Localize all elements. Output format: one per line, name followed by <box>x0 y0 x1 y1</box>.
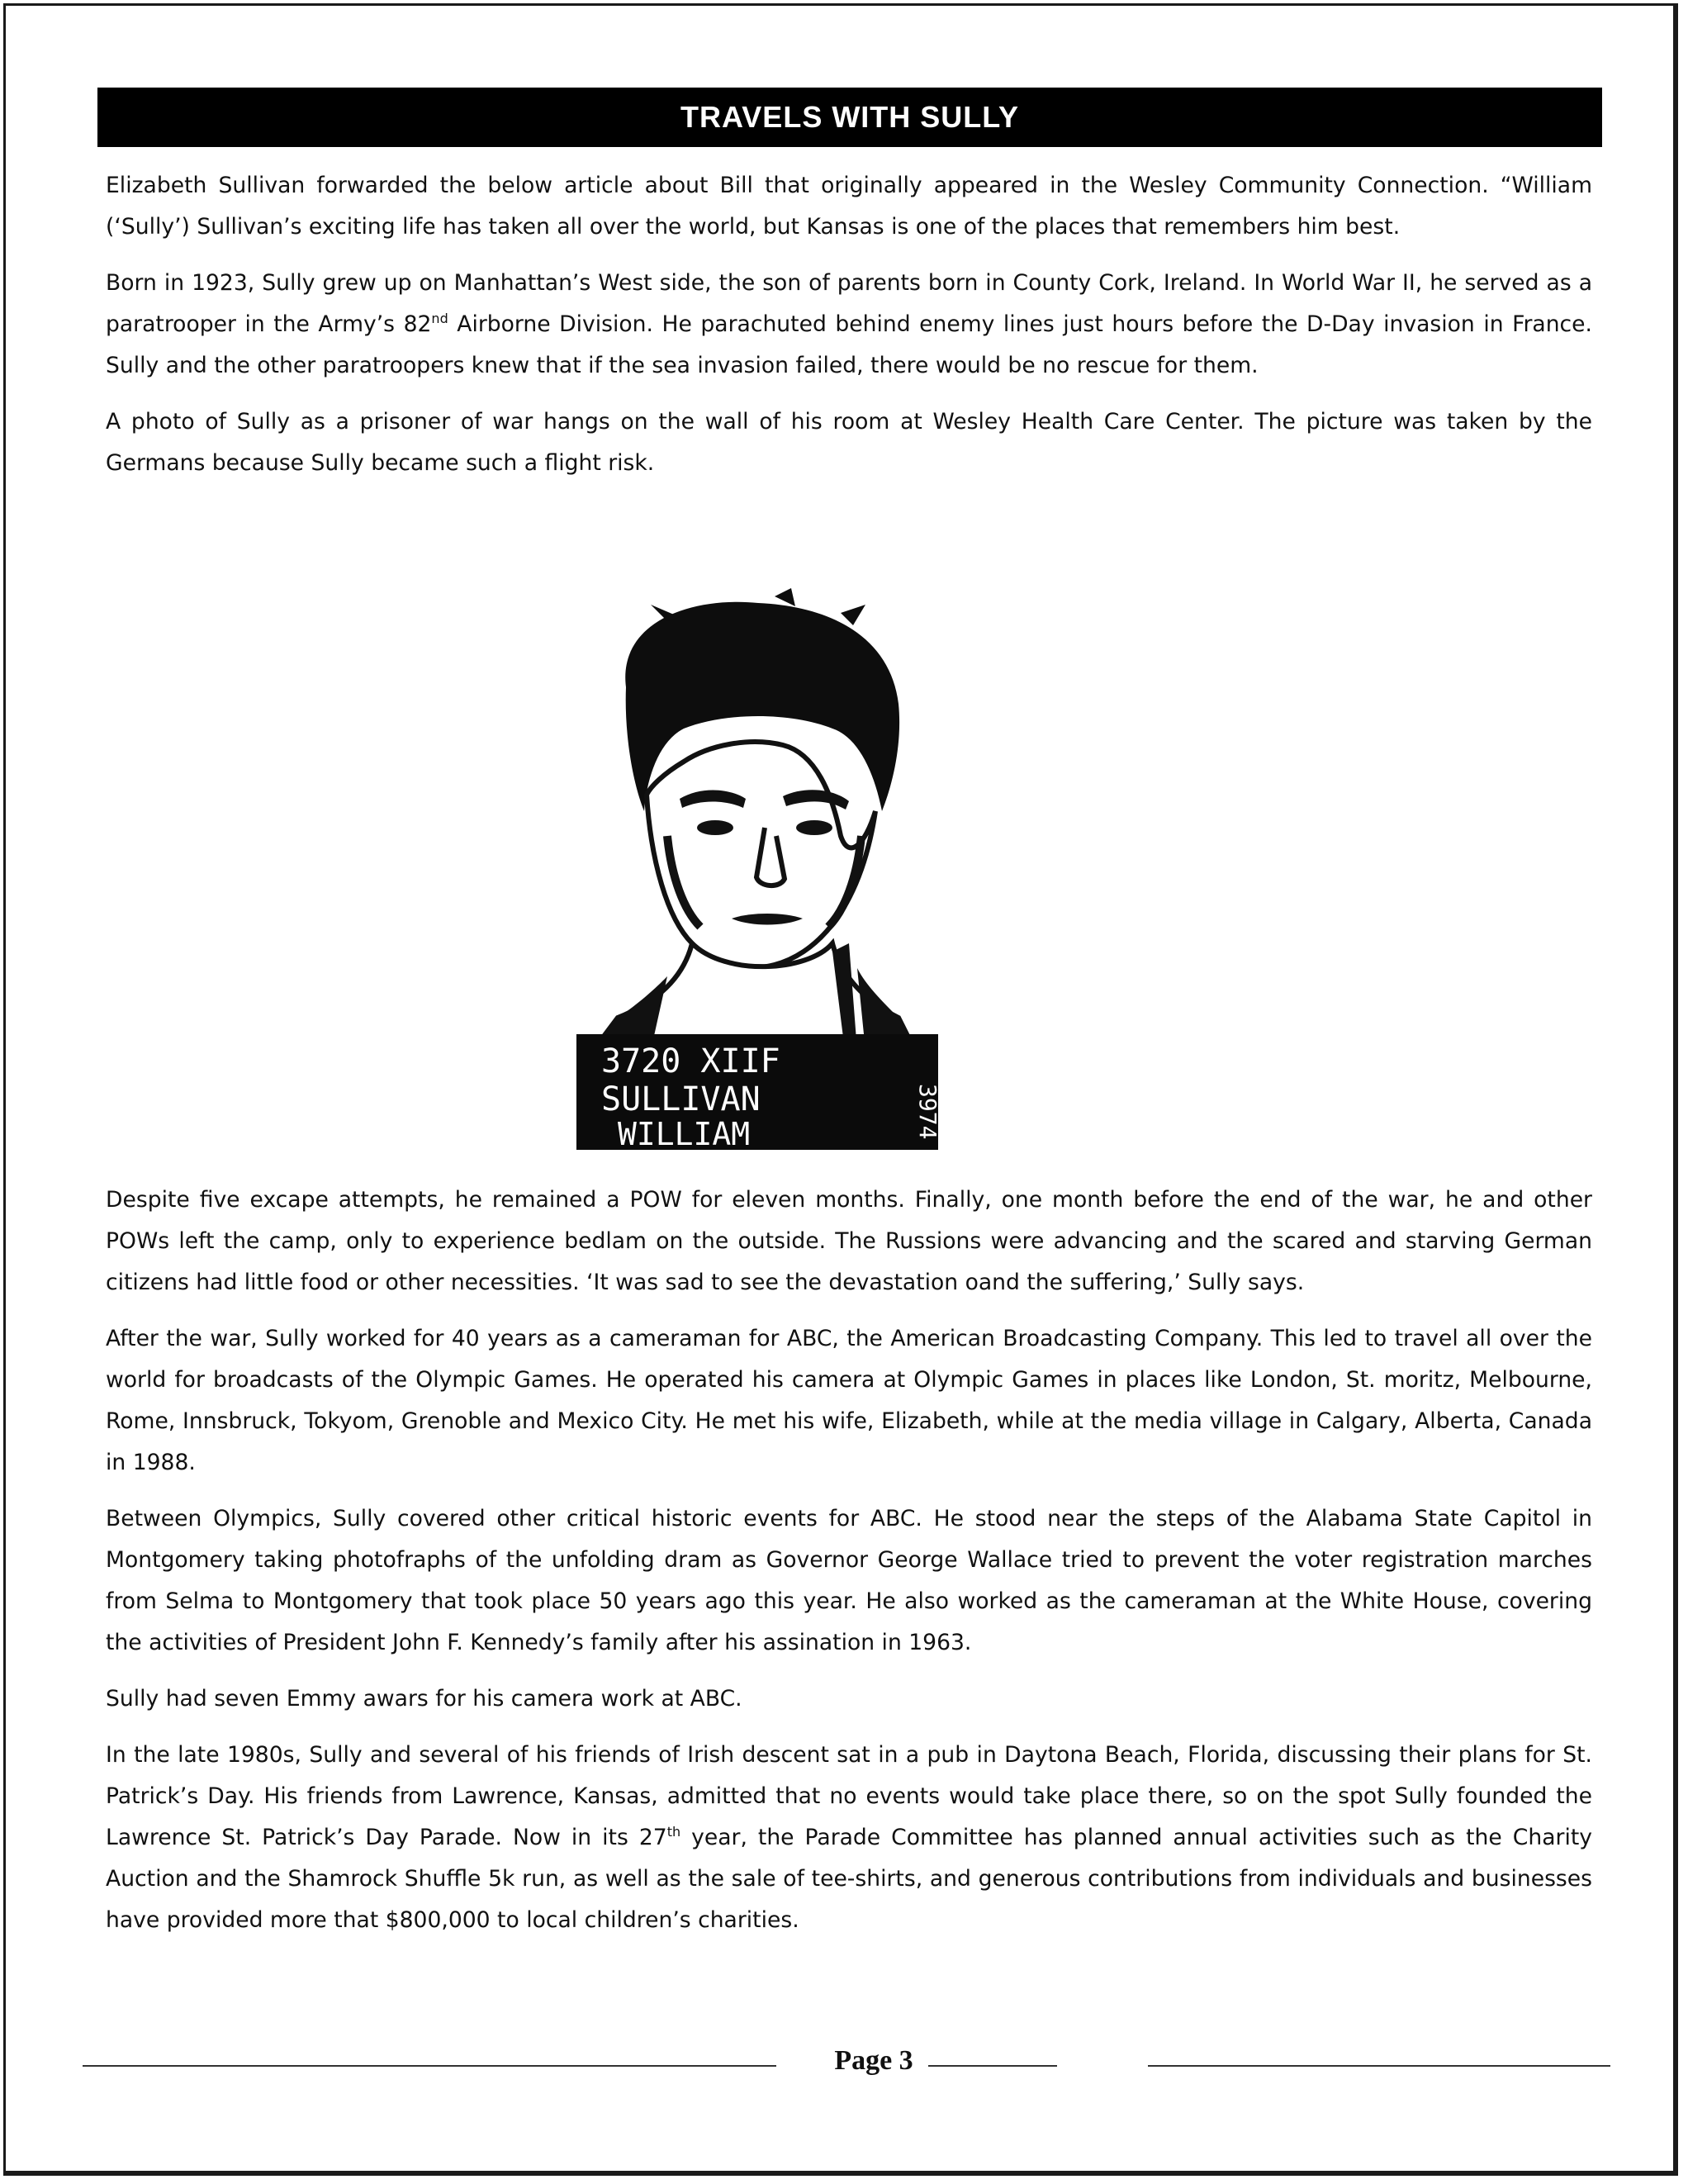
placard-line-1: 3720 XIIF <box>601 1042 780 1080</box>
born-text-end: Airborne Division. He parachuted behind enemy lines just hours before the D-Day invasion in France. Sully and the other paratroopers knew that if the sea invasion failed, there would be no rescue for them. <box>106 311 1592 378</box>
placard-line-2: SULLIVAN <box>601 1080 761 1118</box>
ordinal-suffix: th <box>666 1824 681 1840</box>
between-olympics-paragraph: Between Olympics, Sully covered other critical historic events for ABC. He stood near the steps of the Alabama State Capitol in Montgomery taking photofraphs of the unfolding dram as Governor George Wallace tried to prevent the voter registration marches from Selma to Montgomery that took place 50 years ago this year. He also worked as the cameraman at the White House, covering the activities of President John F. Kennedy’s family after his assination in 1963. <box>106 1506 1592 1655</box>
ordinal-suffix: nd <box>431 311 448 327</box>
after-war-paragraph: After the war, Sully worked for 40 years as a cameraman for ABC, the American Broadcasting Company. This led to travel all over the world for broadcasts of the Olympic Games. He operated his camera at Olympic Games in places like London, St. moritz, Melbourne, Rome, Innsbruck, Tokyom, Grenoble and Mexico City. He met his wife, Elizabeth, while at the media village in Calgary, Alberta, Canada in 1988. <box>106 1326 1592 1475</box>
article-bottom <box>106 1180 1592 1956</box>
footer-rule-right <box>1148 2065 1610 2067</box>
footer-rule-middle <box>928 2065 1057 2067</box>
placard-side-number: 3974 <box>914 1084 941 1140</box>
born-text-start: Born in 1923, Sully grew up on Manhattan’s West side, the son of parents born in County Cork, Ireland. In World War II, he served as a paratrooper in the Army’s 82 <box>106 270 1592 337</box>
article-top <box>106 165 1592 484</box>
parade-paragraph <box>106 1735 1592 1941</box>
placard-line-3: WILLIAM <box>618 1116 751 1152</box>
page-number: Page 3 <box>834 2045 913 2076</box>
parade-text-start: In the late 1980s, Sully and several of his friends of Irish descent sat in a pub in Daytona Beach, Florida, discussing their plans for St. Patrick’s Day. His friends from Lawrence, Kansas, admitted that no events would take place there, so on the spot Sully founded the Lawrence St. Patrick’s Day Parade. Now in its 27 <box>106 1742 1592 1850</box>
section-title-banner: TRAVELS WITH SULLY <box>97 88 1602 147</box>
escape-paragraph: Despite five excape attempts, he remained a POW for eleven months. Finally, one month before the end of the war, he and other POWs left the camp, only to experience bedlam on the outside. The Russions were advancing and the scared and starving German citizens had little food or other necessities. ‘It was sad to see the devastation oand the suffering,’ Sully says. <box>106 1187 1592 1295</box>
emmy-paragraph: Sully had seven Emmy awars for his camera work at ABC. <box>106 1686 742 1712</box>
intro-paragraph: Elizabeth Sullivan forwarded the below article about Bill that originally appeared in the Wesley Community Connection. “William (‘Sully’) Sullivan’s exciting life has taken all over the world, but Kansas is one of the places that remembers him best. <box>106 173 1592 240</box>
born-paragraph <box>106 263 1592 387</box>
pow-photo <box>568 588 941 1158</box>
page-footer <box>83 2040 1619 2090</box>
photo-intro-paragraph: A photo of Sully as a prisoner of war hangs on the wall of his room at Wesley Health Care Center. The picture was taken by the Germans because Sully became such a flight risk. <box>106 409 1592 476</box>
footer-rule-left <box>83 2065 776 2067</box>
parade-text-end: year, the Parade Committee has planned annual activities such as the Charity Auction and the Shamrock Shuffle 5k run, as well as the sale of tee-shirts, and generous contributions from individuals and businesses have provided more that $800,000 to local children’s charities. <box>106 1825 1592 1933</box>
